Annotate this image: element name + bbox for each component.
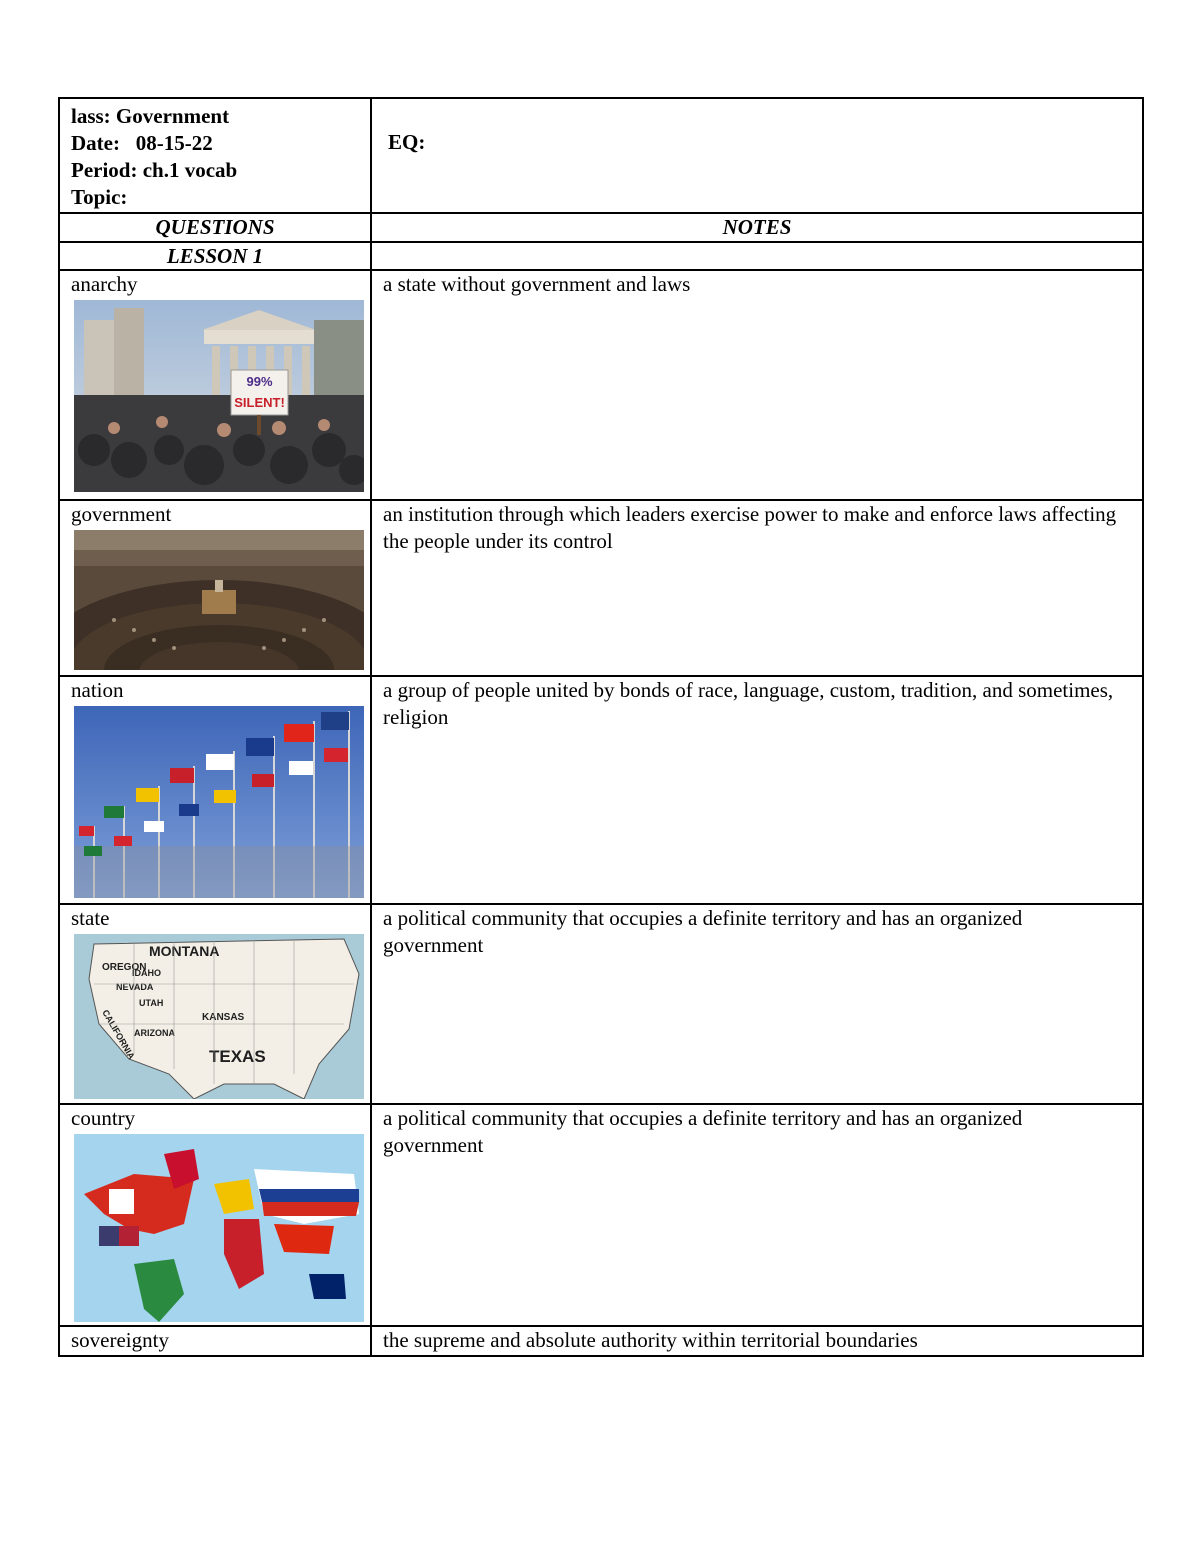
question-cell [59,1104,371,1326]
question-cell [59,500,371,676]
table-row [59,500,1143,676]
map-label: CALIFORNIA [100,1008,137,1062]
lesson-label: LESSON 1 [59,242,371,270]
question-cell [59,270,371,500]
notes-cell: a political community that occupies a definite territory and has an organized government [371,1104,1143,1326]
map-label: KANSAS [202,1012,245,1023]
header-row [59,98,1143,213]
world-flag-map [74,1134,364,1322]
question-cell [59,904,371,1104]
map-label: TEXAS [209,1047,266,1066]
eq-label: EQ: [388,130,426,154]
map-label: OREGON [102,962,147,973]
notes-cell: a state without government and laws [371,270,1143,500]
term-label: country [71,1106,136,1130]
period-line: Period: ch.1 vocab [71,158,238,182]
questions-header: QUESTIONS [59,213,371,242]
svg-text:SILENT!: SILENT! [234,395,285,410]
notes-cell: an institution through which leaders exercise power to make and enforce laws affecting the people under its control [371,500,1143,676]
term-label: sovereignty [71,1328,169,1352]
svg-text:99%: 99% [246,374,273,389]
map-label: NEVADA [116,982,154,992]
column-header-row [59,213,1143,242]
lesson-row [59,242,1143,270]
term-label: government [71,502,172,526]
notes-cell: a political community that occupies a definite territory and has an organized government [371,904,1143,1104]
notes-cell: the supreme and absolute authority within territorial boundaries [371,1326,1143,1356]
table-row [59,676,1143,904]
term-label: nation [71,678,124,702]
eq-cell [371,98,1143,213]
question-cell [59,1326,371,1356]
map-label: ARIZONA [134,1028,175,1038]
term-label: state [71,906,110,930]
map-label: UTAH [139,998,164,1008]
header-info-cell [59,98,371,213]
map-label: MONTANA [149,943,220,959]
table-row [59,270,1143,500]
us-states-map [74,934,364,1099]
class-line: lass: Government [71,104,230,128]
notes-header: NOTES [371,213,1143,242]
map-label: IDAHO [132,968,161,978]
table-row [59,1104,1143,1326]
world-flags-photo [74,706,364,898]
table-row [59,1326,1143,1356]
table-row [59,904,1143,1104]
topic-line: Topic: [71,185,128,209]
notes-cell: a group of people united by bonds of race, language, custom, tradition, and sometimes, religion [371,676,1143,904]
term-label: anarchy [71,272,138,296]
date-line: Date: 08-15-22 [71,131,213,155]
lesson-notes-empty [371,242,1143,270]
protest-crowd-photo [74,300,364,492]
cornell-notes-table [58,97,1144,1357]
legislative-chamber-photo [74,530,364,670]
question-cell [59,676,371,904]
